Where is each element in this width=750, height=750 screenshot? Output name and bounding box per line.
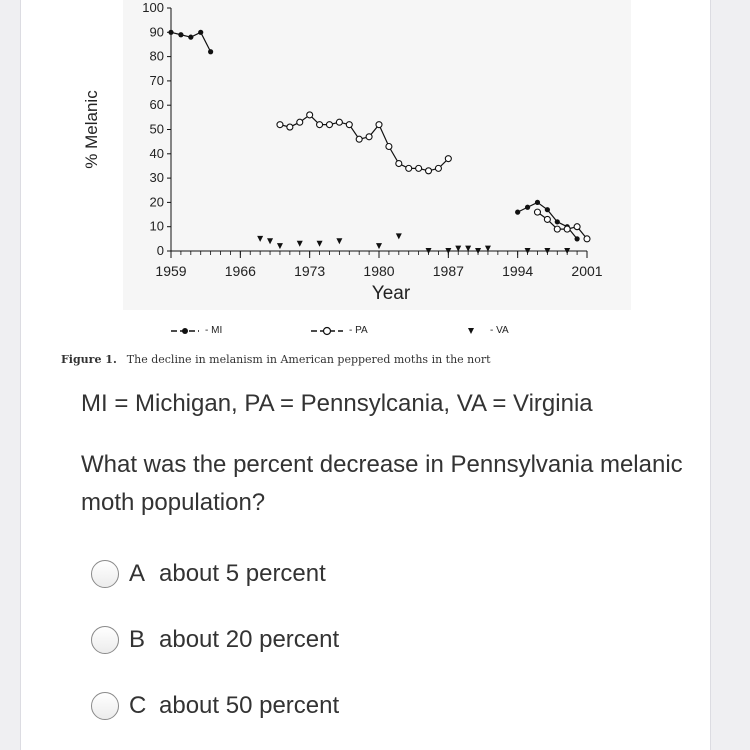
point-pa-late xyxy=(544,216,550,222)
point-pa xyxy=(277,122,283,128)
melanism-chart xyxy=(61,0,631,320)
y-tick-label: 80 xyxy=(149,48,164,64)
y-tick-label: 0 xyxy=(156,243,164,258)
legend-item-mi xyxy=(171,325,222,336)
point-pa xyxy=(445,156,451,162)
y-tick-label: 10 xyxy=(149,218,164,234)
option-c-text: about 50 percent xyxy=(159,692,340,719)
x-tick-label: 1980 xyxy=(363,263,395,279)
radio-c[interactable] xyxy=(91,692,119,720)
legend-swatch-mi xyxy=(171,326,199,336)
x-tick-label: 1973 xyxy=(294,263,326,279)
y-axis-title: % Melanic xyxy=(82,90,101,169)
point-mi-late xyxy=(535,200,540,205)
point-mi-late xyxy=(574,236,579,241)
point-mi xyxy=(208,49,213,54)
radio-b[interactable] xyxy=(91,626,119,654)
y-tick-label: 30 xyxy=(149,170,164,186)
x-tick-label: 1966 xyxy=(224,263,256,279)
point-pa xyxy=(336,119,342,125)
figure-caption xyxy=(61,353,631,371)
y-tick-label: 40 xyxy=(149,145,164,161)
point-pa xyxy=(287,124,293,130)
state-key: MI = Michigan, PA = Pennsylcania, VA = Virginia xyxy=(81,390,593,417)
point-pa-late xyxy=(574,224,580,230)
point-pa xyxy=(396,161,402,167)
point-pa-late xyxy=(584,236,590,242)
figure xyxy=(61,0,631,372)
point-mi xyxy=(168,30,173,35)
point-mi xyxy=(178,32,183,37)
point-pa xyxy=(416,165,422,171)
chart-legend xyxy=(61,325,631,345)
point-pa xyxy=(435,165,441,171)
option-b-letter: B xyxy=(129,626,146,653)
figure-caption-text: The decline in melanism in American peppered moths in the nort xyxy=(126,353,491,366)
point-mi xyxy=(188,35,193,40)
legend-item-pa xyxy=(311,325,368,336)
y-tick-label: 90 xyxy=(149,24,164,40)
legend-swatch-pa xyxy=(311,326,343,336)
option-a-text: about 5 percent xyxy=(159,560,326,587)
y-tick-label: 100 xyxy=(142,0,164,15)
x-axis-title: Year xyxy=(371,283,411,304)
question-text: What was the percent decrease in Pennsylvania melanic moth population? xyxy=(81,451,683,516)
x-tick-label: 1994 xyxy=(502,263,534,279)
point-mi-late xyxy=(545,207,550,212)
option-b[interactable] xyxy=(91,623,339,657)
point-pa xyxy=(406,165,412,171)
x-tick-label: 2001 xyxy=(571,263,603,279)
point-mi-late xyxy=(525,205,530,210)
point-pa-late xyxy=(564,226,570,232)
point-pa xyxy=(326,122,332,128)
option-c-letter: C xyxy=(129,692,147,719)
point-pa-late xyxy=(554,226,560,232)
point-mi-late xyxy=(515,210,520,215)
radio-a[interactable] xyxy=(91,560,119,588)
legend-swatch-va xyxy=(464,326,484,336)
point-pa xyxy=(386,144,392,150)
y-tick-label: 50 xyxy=(149,121,164,137)
point-pa-late xyxy=(534,209,540,215)
legend-label-va: - VA xyxy=(490,325,509,336)
point-pa xyxy=(307,112,313,118)
point-pa xyxy=(366,134,372,140)
x-tick-label: 1959 xyxy=(155,263,187,279)
y-tick-label: 60 xyxy=(149,97,164,113)
point-pa xyxy=(356,136,362,142)
point-mi xyxy=(198,30,203,35)
legend-label-mi: - MI xyxy=(205,325,223,336)
question-card xyxy=(20,0,711,750)
option-c[interactable] xyxy=(91,689,339,723)
x-tick-label: 1987 xyxy=(432,263,464,279)
point-pa xyxy=(376,122,382,128)
point-pa xyxy=(346,122,352,128)
point-mi-late xyxy=(555,219,560,224)
option-a-letter: A xyxy=(129,560,146,587)
legend-label-pa: - PA xyxy=(349,325,368,336)
legend-item-va xyxy=(464,325,509,336)
point-pa xyxy=(317,122,323,128)
figure-label: Figure 1. xyxy=(61,353,117,366)
y-tick-label: 20 xyxy=(149,194,164,210)
point-pa xyxy=(297,119,303,125)
option-a[interactable] xyxy=(91,557,326,591)
point-pa xyxy=(426,168,432,174)
option-b-text: about 20 percent xyxy=(159,626,340,653)
y-tick-label: 70 xyxy=(149,72,164,88)
